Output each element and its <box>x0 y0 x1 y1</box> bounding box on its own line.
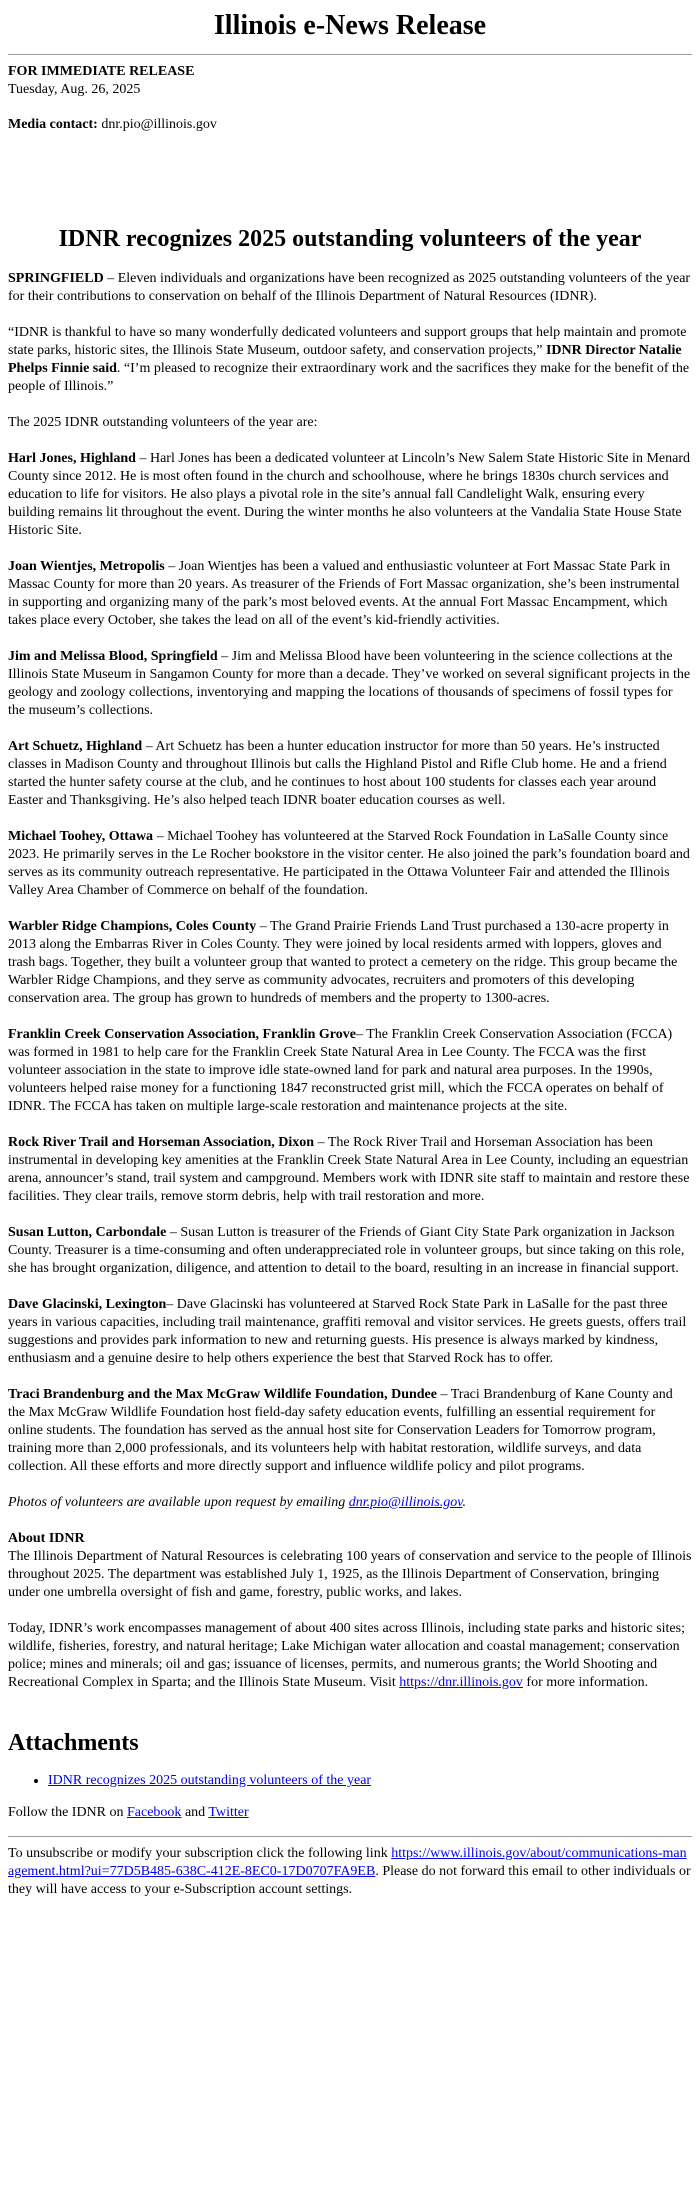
attachments-title: Attachments <box>8 1730 139 1756</box>
photos-email-link[interactable]: dnr.pio@illinois.gov <box>348 1495 463 1510</box>
volunteer-name: Susan Lutton, Carbondale <box>8 1225 167 1240</box>
follow-prefix: Follow the IDNR on <box>8 1805 127 1820</box>
volunteer-name: Art Schuetz, Highland <box>8 739 143 754</box>
follow-line <box>8 1804 692 1822</box>
volunteer-text: – Traci Brandenburg of Kane County and the Max McGraw Wildlife Foundation host field-day safety education events, fulfilling an essential requirement for online students. The foundation has served as the annual host site for Conservation Leaders for Tomorrow program, training more than 2,000 professionals, and its volunteers help with habitat restoration, wildlife surveys, and data collection. All these efforts and more directly support and influence wildlife policy and pilot programs. <box>8 1387 673 1474</box>
volunteer-name: Rock River Trail and Horseman Association, Dixon <box>8 1135 315 1150</box>
idnr-website-link[interactable]: https://dnr.illinois.gov <box>399 1675 523 1690</box>
volunteer-text: – Jim and Melissa Blood have been volunteering in the science collections at the Illinois State Museum in Sangamon County for more than a decade. They’ve worked on several significant projects in the geology and zoology collections, inventorying and mapping the locations of thousands of specimens of fossil types for the museum’s collections. <box>8 649 691 718</box>
about-paragraph-2-end: for more information. <box>522 1675 649 1690</box>
release-date: Tuesday, Aug. 26, 2025 <box>8 82 141 97</box>
volunteer-text: – The Franklin Creek Conservation Association (FCCA) was formed in 1981 to help care for the Franklin Creek State Natural Area in Lee County. The FCCA was the first volunteer association in the state to improve idle state-owned land for park and natural area purposes. In the 1990s, volunteers helped raise money for a functioning 1847 reconstructed grist mill, which the FCCA operates on behalf of IDNR. The FCCA has taken on multiple large-scale restoration and maintenance projects at the site. <box>8 1027 673 1114</box>
photos-note <box>8 1494 692 1512</box>
volunteer-text: – The Grand Prairie Friends Land Trust purchased a 130-acre property in 2013 along the Embarras River in Coles County. They were joined by local residents armed with loppers, gloves and trash bags. Together, they built a volunteer group that wanted to protect a cemetery on the ridge. This group became the Warbler Ridge Champions, and they serve as community advocates, recruiters and promoters of this developing conservation area. The group has grown to hundreds of members and the property to 1300-acres. <box>8 919 678 1006</box>
volunteer-entry <box>8 1026 692 1116</box>
volunteer-entry <box>8 918 692 1008</box>
attachment-item <box>48 1772 692 1790</box>
facebook-link[interactable]: Facebook <box>127 1805 182 1820</box>
unsubscribe-text: To unsubscribe or modify your subscription click the following link <box>8 1846 392 1861</box>
volunteer-entry <box>8 828 692 900</box>
quote-part2: . “I’m pleased to recognize their extraordinary work and the sacrifices they make for the benefit of the people of Illinois.” <box>8 361 690 394</box>
about-paragraph-2-text: Today, IDNR’s work encompasses management of about 400 sites across Illinois, including state parks and historic sites; wildlife, fisheries, forestry, and natural heritage; Lake Michigan water allocation and coastal management; conservation police; mines and minerals; oil and gas; issuance of licenses, permits, and numerous grants; the World Shooting and Recreational Complex in Sparta; and the Illinois State Museum. Visit <box>8 1621 685 1690</box>
about-paragraph-2 <box>8 1620 692 1692</box>
intro-text: – Eleven individuals and organizations have been recognized as 2025 outstanding volunteers of the year for their contributions to conservation on behalf of the Illinois Department of Natural Resources (IDNR). <box>8 271 691 304</box>
intro-dateline: SPRINGFIELD <box>8 271 104 286</box>
article-headline: IDNR recognizes 2025 outstanding volunteers of the year <box>58 226 642 252</box>
footer-divider <box>8 1836 692 1837</box>
photos-note-text: Photos of volunteers are available upon request by emailing <box>8 1495 349 1510</box>
volunteer-text: – Art Schuetz has been a hunter education instructor for more than 50 years. He’s instructed classes in Madison County and throughout Illinois but calls the Highland Pistol and Rifle Club home. He and a friend started the hunter safety course at the club, and he continues to host about 100 students for classes each year around Easter and Thanksgiving. He’s also helped teach IDNR boater education courses as well. <box>8 739 667 808</box>
attachments-list <box>8 1772 692 1790</box>
list-intro: The 2025 IDNR outstanding volunteers of the year are: <box>8 415 318 430</box>
photos-note-end: . <box>462 1495 466 1510</box>
volunteer-text: – Michael Toohey has volunteered at the Starved Rock Foundation in LaSalle County since 2023. He primarily serves in the Le Rocher bookstore in the visitor center. He also joined the park’s foundation board and serves as its community outreach representative. He participated in the Ottawa Volunteer Fair and attended the Illinois Valley Area Chamber of Commerce on behalf of the foundation. <box>8 829 690 898</box>
volunteer-entry <box>8 648 692 720</box>
volunteer-name: Warbler Ridge Champions, Coles County <box>8 919 257 934</box>
volunteer-entry <box>8 1224 692 1278</box>
quote-part1: “IDNR is thankful to have so many wonderfully dedicated volunteers and support groups that help maintain and promote state parks, historic sites, the Illinois State Museum, outdoor safety, and conservation projects,” <box>8 325 687 358</box>
media-contact-label: Media contact: <box>8 117 98 132</box>
volunteer-text: – Susan Lutton is treasurer of the Friends of Giant City State Park organization in Jackson County. Treasurer is a time-consuming and often underappreciated role in volunteer groups, but since taking on this role, she has brought organization, diligence, and attention to detail to the board, resulting in an increase in financial support. <box>8 1225 685 1276</box>
volunteer-name: Dave Glacinski, Lexington <box>8 1297 167 1312</box>
media-contact <box>8 116 692 134</box>
volunteer-name: Joan Wientjes, Metropolis <box>8 559 165 574</box>
volunteer-entry <box>8 1386 692 1476</box>
unsubscribe-end: . Please do not forward this email to other individuals or they will have access to your e-Subscription account settings. <box>8 1864 691 1897</box>
about-paragraph-1: The Illinois Department of Natural Resources is celebrating 100 years of conservation and service to the people of Illinois throughout 2025. The department was established July 1, 1925, as the Illinois Department of Conservation, bringing under one umbrella oversight of fish and game, forestry, public works, and lakes. <box>8 1549 692 1600</box>
volunteer-entry <box>8 1296 692 1368</box>
volunteer-name: Franklin Creek Conservation Association, Franklin Grove <box>8 1027 356 1042</box>
volunteer-entry <box>8 450 692 540</box>
quote-speaker: IDNR Director Natalie Phelps Finnie said <box>8 343 682 376</box>
volunteer-entry <box>8 1134 692 1206</box>
attachment-link[interactable]: IDNR recognizes 2025 outstanding volunteers of the year <box>48 1773 372 1788</box>
volunteer-text: – Joan Wientjes has been a valued and enthusiastic volunteer at Fort Massac State Park in Massac County for more than 20 years. As treasurer of the Friends of Fort Massac organization, she’s been instrumental in supporting and organizing many of the park’s most beloved events. At the annual Fort Massac Encampment, which takes place every October, she takes the lead on all of the event’s kid-friendly activities. <box>8 559 680 628</box>
twitter-link[interactable]: Twitter <box>208 1805 249 1820</box>
page-header-title: Illinois e-News Release <box>213 10 487 41</box>
email-page <box>0 8 700 1899</box>
volunteer-text: – Harl Jones has been a dedicated volunteer at Lincoln’s New Salem State Historic Site in Menard County since 2012. He is most often found in the church and schoolhouse, where he brings 1830s church services and education to life for visitors. He also plays a pivotal role in the site’s annual fall Candlelight Walk, ensuring every building remains lit throughout the event. During the winter months he also volunteers at the Vandalia State House State Historic Site. <box>8 451 690 538</box>
subscription-management-link[interactable]: https://www.illinois.gov/about/communications-management.html?ui=77D5B485-638C-412E-8EC0-17D0707FA9EB <box>8 1846 687 1879</box>
follow-and: and <box>181 1805 209 1820</box>
volunteer-name: Michael Toohey, Ottawa <box>8 829 154 844</box>
volunteer-text: – Dave Glacinski has volunteered at Starved Rock State Park in LaSalle for the past three years in various capacities, including trail maintenance, graffiti removal and visitor services. He greets guests, offers trail suggestions and provides park information to new and returning guests. His presence is always marked by kindness, enthusiasm and a genuine desire to help others experience the best that Starved Rock has to offer. <box>8 1297 687 1366</box>
about-title: About IDNR <box>8 1531 85 1546</box>
header-divider <box>8 54 692 55</box>
quote-paragraph <box>8 324 692 396</box>
release-label: FOR IMMEDIATE RELEASE <box>8 64 195 79</box>
volunteer-name: Jim and Melissa Blood, Springfield <box>8 649 218 664</box>
volunteer-text: – The Rock River Trail and Horseman Association has been instrumental in developing key amenities at the Franklin Creek State Natural Area in Lee County, including an equestrian arena, announcer’s stand, trail system and campground. Members work with IDNR site staff to maintain and restore these facilities. They clear trails, remove storm debris, help with trail restoration and more. <box>8 1135 690 1204</box>
volunteer-name: Traci Brandenburg and the Max McGraw Wildlife Foundation, Dundee <box>8 1387 437 1402</box>
unsubscribe-notice <box>8 1845 692 1899</box>
volunteer-entry <box>8 738 692 810</box>
volunteer-entry <box>8 558 692 630</box>
volunteer-name: Harl Jones, Highland <box>8 451 136 466</box>
media-contact-email: dnr.pio@illinois.gov <box>101 117 217 132</box>
intro-paragraph <box>8 270 692 306</box>
